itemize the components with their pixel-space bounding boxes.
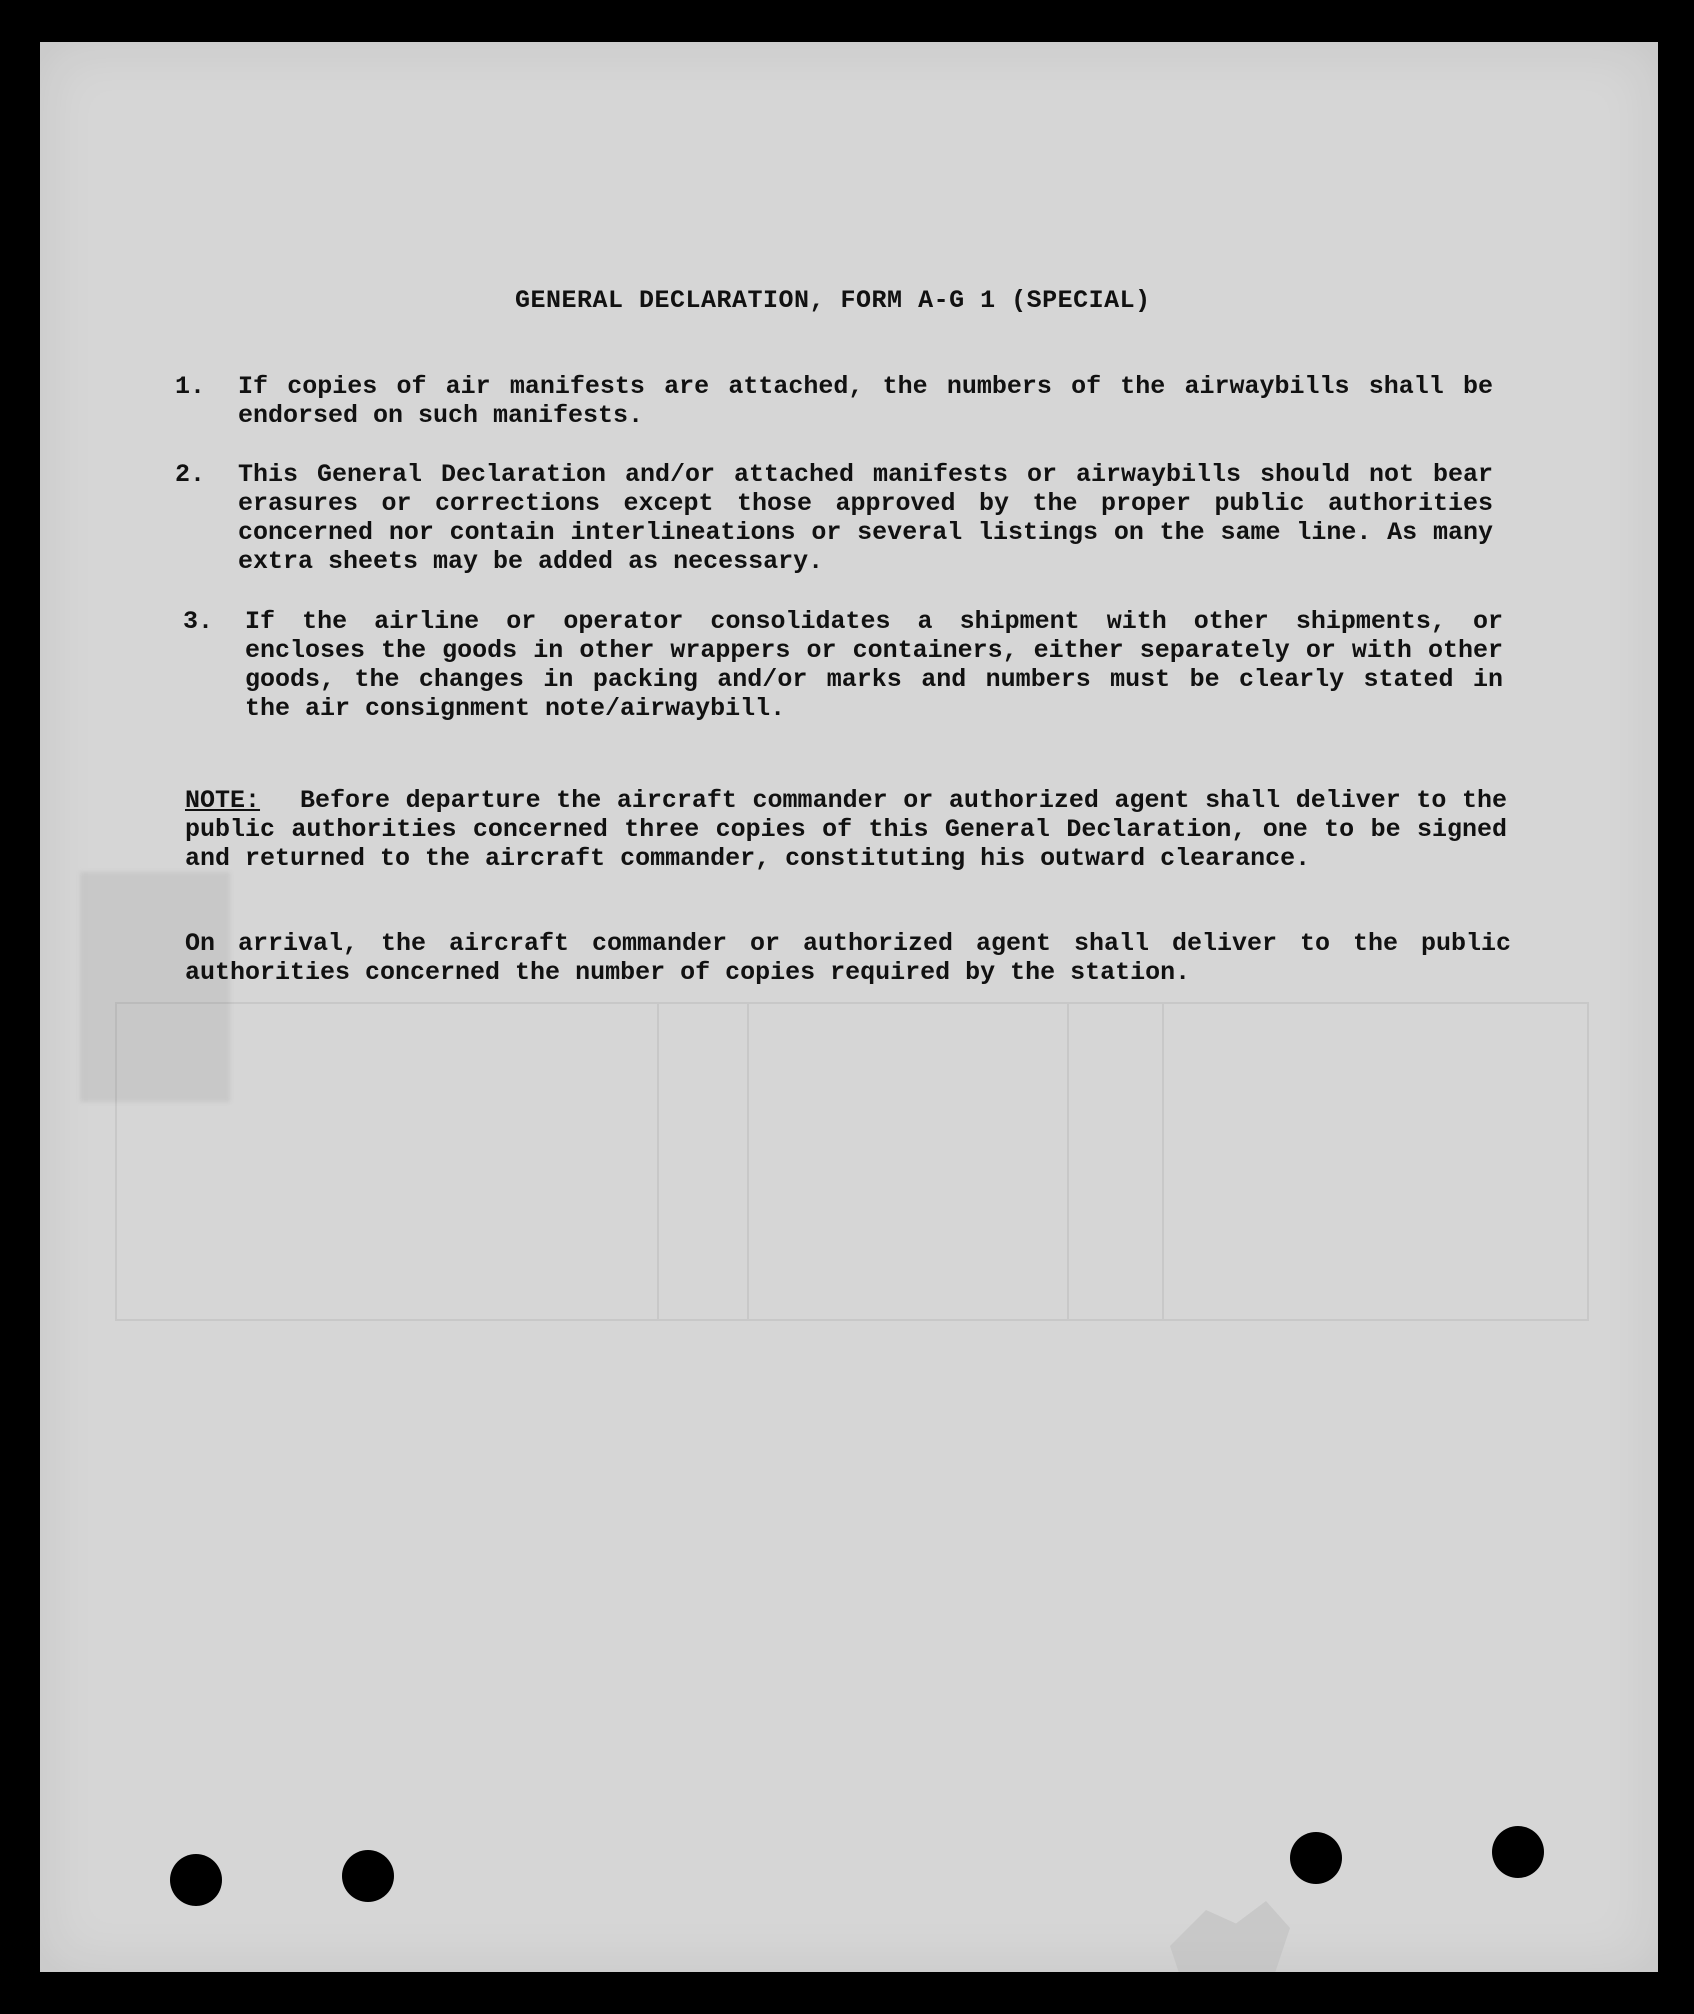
item-text: This General Declaration and/or attached manifests or airwaybills should not bear erasures or corrections except those approved by the proper public authorities concerned nor contain interlineations or several listings on the same line. As many extra sheets may be added as necessary. <box>238 460 1493 576</box>
note-text: Before departure the aircraft commander or authorized agent shall deliver to the public authorities concerned three copies of this General Declaration, one to be signed and returned to the aircraft commander, constituting his outward clearance. <box>185 786 1507 873</box>
item-number: 2. <box>175 460 206 489</box>
punch-hole <box>1492 1826 1544 1878</box>
item-text: If copies of air manifests are attached, the numbers of the airwaybills shall be endorsed on such manifests. <box>238 372 1493 430</box>
document-page <box>40 42 1658 1972</box>
bleed-through-table <box>115 1002 1589 1321</box>
punch-hole <box>1290 1832 1342 1884</box>
paper-tear <box>1170 1892 1290 1972</box>
item-number: 1. <box>175 372 206 401</box>
arrival-paragraph: On arrival, the aircraft commander or authorized agent shall deliver to the public authorities concerned the number of copies required by the station. <box>185 929 1511 987</box>
item-text: If the airline or operator consolidates a shipment with other shipments, or encloses the goods in other wrappers or containers, either separately or with other goods, the changes in packing and/or marks and numbers must be clearly stated in the air consignment note/airwaybill. <box>245 607 1503 723</box>
page-title: GENERAL DECLARATION, FORM A-G 1 (SPECIAL) <box>515 286 1151 315</box>
note-label: NOTE: <box>185 786 261 815</box>
note-paragraph <box>185 786 1507 873</box>
item-number: 3. <box>183 607 214 636</box>
punch-hole <box>342 1850 394 1902</box>
punch-hole <box>170 1854 222 1906</box>
